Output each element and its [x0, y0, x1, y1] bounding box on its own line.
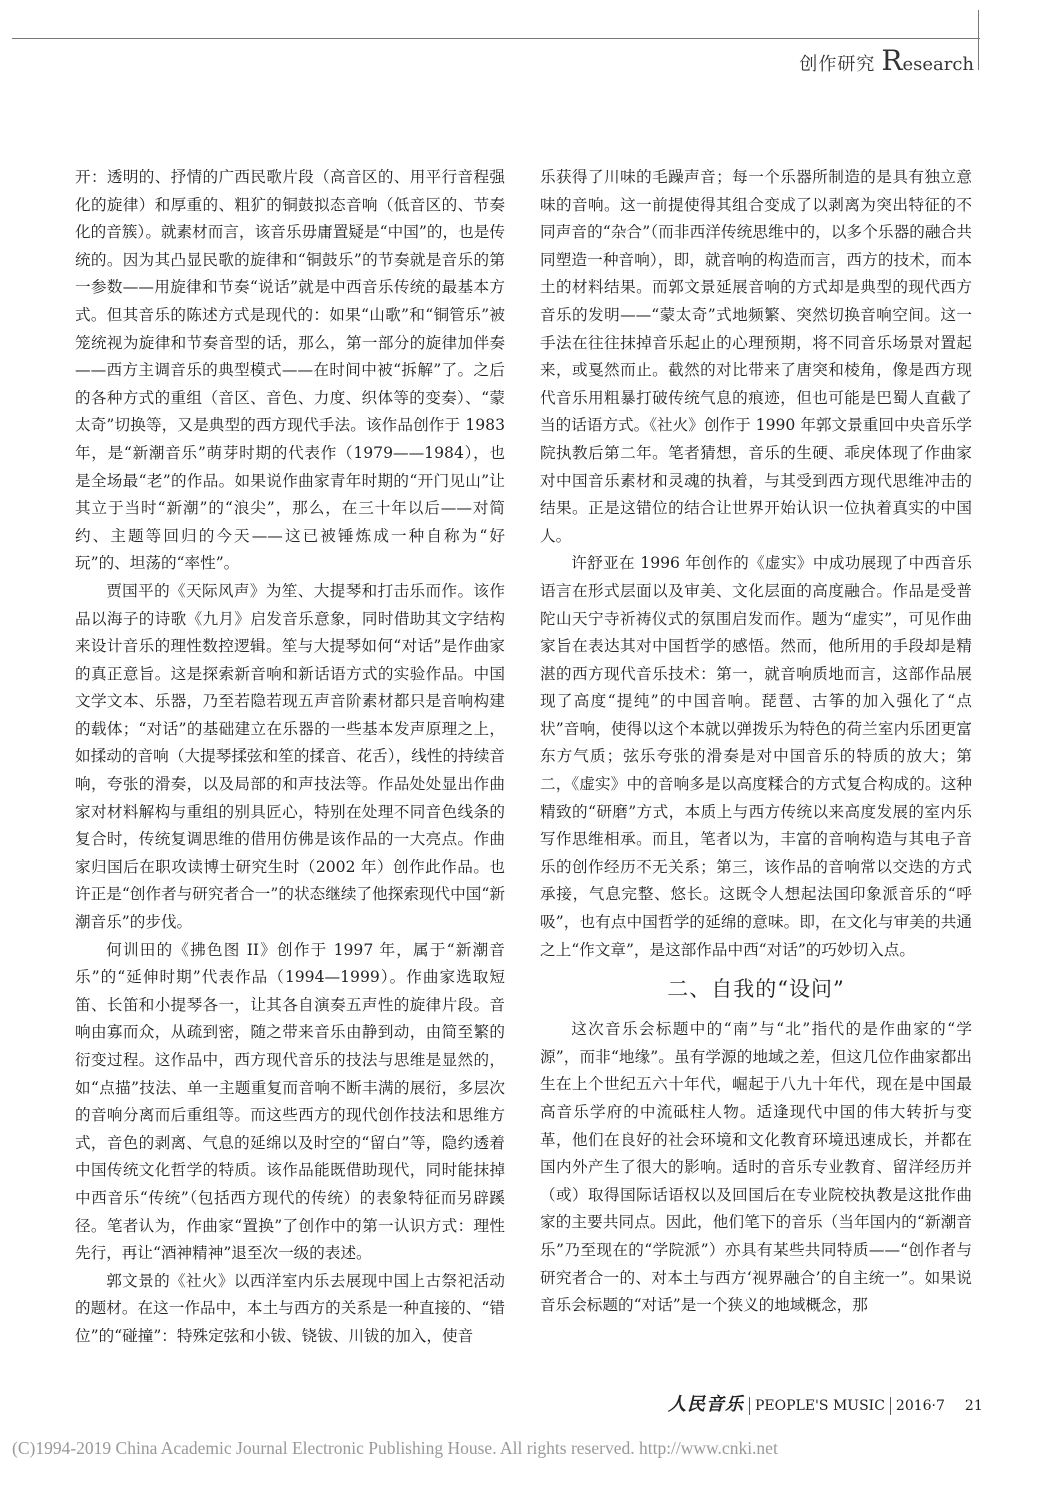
header-vertical-rule [978, 10, 979, 70]
header-rule [12, 38, 980, 39]
page-footer [668, 1390, 983, 1415]
section-heading: 二、自我的“设问” [667, 977, 845, 1002]
right-paragraph-3: 这次音乐会标题中的“南”与“北”指代的是作曲家的“学源”，而非“地缘”。虽有学源的地域之差，但这几位作曲家都出生在上个世纪五六十年代，崛起于八九十年代，现在是中国最高音乐学府的中流砥柱人物。适逢现代中国的伟大转折与变革，他们在良好的社会环境和文化教育环境迅速成长，并都在国内外产生了很大的影响。适时的音乐专业教育、留洋经历并（或）取得国际话语权以及回国后在专业院校执教是这批作曲家的主要共同点。因此，他们笔下的音乐（当年国内的“新潮音乐”乃至现在的“学院派”）亦具有某些共同特质——“创作者与研究者合一的、对本土与西方‘视界融合’的自主统一”。如果说音乐会标题的“对话”是一个狭义的地域概念，那 [540, 1020, 972, 1315]
left-paragraph-3: 何训田的《拂色图 II》创作于 1997 年，属于“新潮音乐”的“延伸时期”代表作品（1994—1999）。作曲家选取短笛、长笛和小提琴各一，让其各自演奏五声性的旋律片段。音响由寡而众，从疏到密，随之带来音乐由静到动，由简至繁的衍变过程。这作品中，西方现代音乐的技法与思维是显然的，如“点描”技法、单一主题重复而音响不断丰满的展衍，多层次的音响分离而后重组等。而这些西方的现代创作技法和思维方式，音色的剥离、气息的延绵以及时空的“留白”等，隐约透着中国传统文化哲学的特质。该作品能既借助现代，同时能抹掉中西音乐“传统”（包括西方现代的传统）的表象特征而另辟蹊径。笔者认为，作曲家“置换”了创作中的第一认识方式：理性先行，再让“酒神精神”退至次一级的表述。 [75, 940, 505, 1263]
left-paragraph-1: 开：透明的、抒情的广西民歌片段（高音区的、用平行音程强化的旋律）和厚重的、粗犷的铜鼓拟态音响（低音区的、节奏化的音簇）。就素材而言，该音乐毋庸置疑是“中国”的，也是传统的。因为其凸显民歌的旋律和“铜鼓乐”的节奏就是音乐的第一参数——用旋律和节奏“说话”就是中西音乐传统的最基本方式。但其音乐的陈述方式是现代的：如果“山歌”和“铜管乐”被笼统视为旋律和节奏音型的话，那么，第一部分的旋律加伴奏——西方主调音乐的典型模式——在时间中被“拆解”了。之后的各种方式的重组（音区、音色、力度、织体等的变奏）、“蒙太奇”切换等，又是典型的西方现代手法。该作品创作于 1983 年，是“新潮音乐”萌芽时期的代表作（1979——1984），也是全场最“老”的作品。如果说作曲家青年时期的“开门见山”让其立于当时“新潮”的“浪尖”，那么，在三十年以后——对简约、主题等回归的今天——这已被锤炼成一种自称为“好玩”的、坦荡的“率性”。 [75, 168, 505, 573]
copyright-notice: (C)1994-2019 China Academic Journal Electronic Publishing House. All rights reserved. http://www.cnki.net [12, 1438, 778, 1458]
right-paragraph-1: 乐获得了川味的毛躁声音；每一个乐器所制造的是具有独立意味的音响。这一前提使得其组合变成了以剥离为突出特征的不同声音的“杂合”（而非西洋传统思维中的，以多个乐器的融合共同塑造一种音响），即，就音响的构造而言，西方的技术，而本土的材料结果。而郭文景延展音响的方式却是典型的现代西方音乐的发明——“蒙太奇”式地频繁、突然切换音响空间。这一手法在往往抹掉音乐起止的心理预期，将不同音乐场景对置起来，或戛然而止。截然的对比带来了唐突和棱角，像是西方现代音乐用粗暴打破传统气息的痕迹，但也可能是巴蜀人直截了当的话语方式。《社火》创作于 1990 年郭文景重回中央音乐学院执教后第二年。笔者猜想，音乐的生硬、乖戾体现了作曲家对中国音乐素材和灵魂的执着，与其受到西方现代思维冲击的结果。正是这错位的结合让世界开始认识一位执着真实的中国人。 [540, 168, 972, 545]
right-paragraph-2: 许舒亚在 1996 年创作的《虚实》中成功展现了中西音乐语言在形式层面以及审美、文化层面的高度融合。作品是受普陀山天宁寺祈祷仪式的氛围启发而作。题为“虚实”，可见作曲家旨在表达其对中国哲学的感悟。然而，他所用的手段却是精湛的西方现代音乐技术：第一，就音响质地而言，这部作品展现了高度“提纯”的中国音响。琵琶、古筝的加入强化了“点状”音响，使得以这个本就以弹拨乐为特色的荷兰室内乐团更富东方气质；弦乐夸张的滑奏是对中国音乐的特质的放大；第二，《虚实》中的音响多是以高度糅合的方式复合构成的。这种精致的“研磨”方式，本质上与西方传统以来高度发展的室内乐写作思维相承。而且，笔者以为，丰富的音响构造与其电子音乐的创作经历不无关系；第三，该作品的音响常以交迭的方式承接，气息完整、悠长。这既令人想起法国印象派音乐的“呼吸”，也有点中国哲学的延绵的意味。即，在文化与审美的共通之上“作文章”，是这部作品中西“对话”的巧妙切入点。 [540, 554, 972, 959]
magazine-logo: 人民音乐 [668, 1394, 744, 1415]
footer-divider [749, 1397, 750, 1415]
left-paragraph-2: 贾国平的《天际风声》为笙、大提琴和打击乐而作。该作品以海子的诗歌《九月》启发音乐意象，同时借助其文字结构来设计音乐的理性数控逻辑。笙与大提琴如何“对话”是作曲家的真正意旨。这是探索新音响和新话语方式的实验作品。中国文学文本、乐器，乃至若隐若现五声音阶素材都只是音响构建的载体；“对话”的基础建立在乐器的一些基本发声原理之上，如揉动的音响（大提琴揉弦和笙的揉音、花舌），线性的持续音响，夸张的滑奏，以及局部的和声技法等。作品处处显出作曲家对材料解构与重组的别具匠心，特别在处理不同音色线条的复合时，传统复调思维的借用仿佛是该作品的一大亮点。作曲家归国后在职攻读博士研究生时（2002 年）创作此作品。也许正是“创作者与研究者合一”的状态继续了他探索现代中国“新潮音乐”的步伐。 [75, 581, 505, 932]
left-column [75, 164, 505, 1351]
section-label-cn: 创作研究 [799, 54, 876, 75]
section-label [799, 44, 974, 77]
footer-divider [890, 1397, 891, 1415]
section-label-initial: R [881, 44, 903, 77]
page-number: 21 [964, 1398, 983, 1414]
left-paragraph-4: 郭文景的《社火》以西洋室内乐去展现中国上古祭祀活动的题材。在这一作品中，本土与西方的关系是一种直接的、“错位”的“碰撞”：特殊定弦和小钹、铙钹、川钹的加入，使音 [75, 1271, 505, 1345]
issue-number: 2016·7 [895, 1398, 945, 1414]
magazine-name-en: PEOPLE'S MUSIC [755, 1398, 885, 1414]
right-column [540, 164, 972, 1320]
section-label-en: esearch [902, 54, 974, 75]
